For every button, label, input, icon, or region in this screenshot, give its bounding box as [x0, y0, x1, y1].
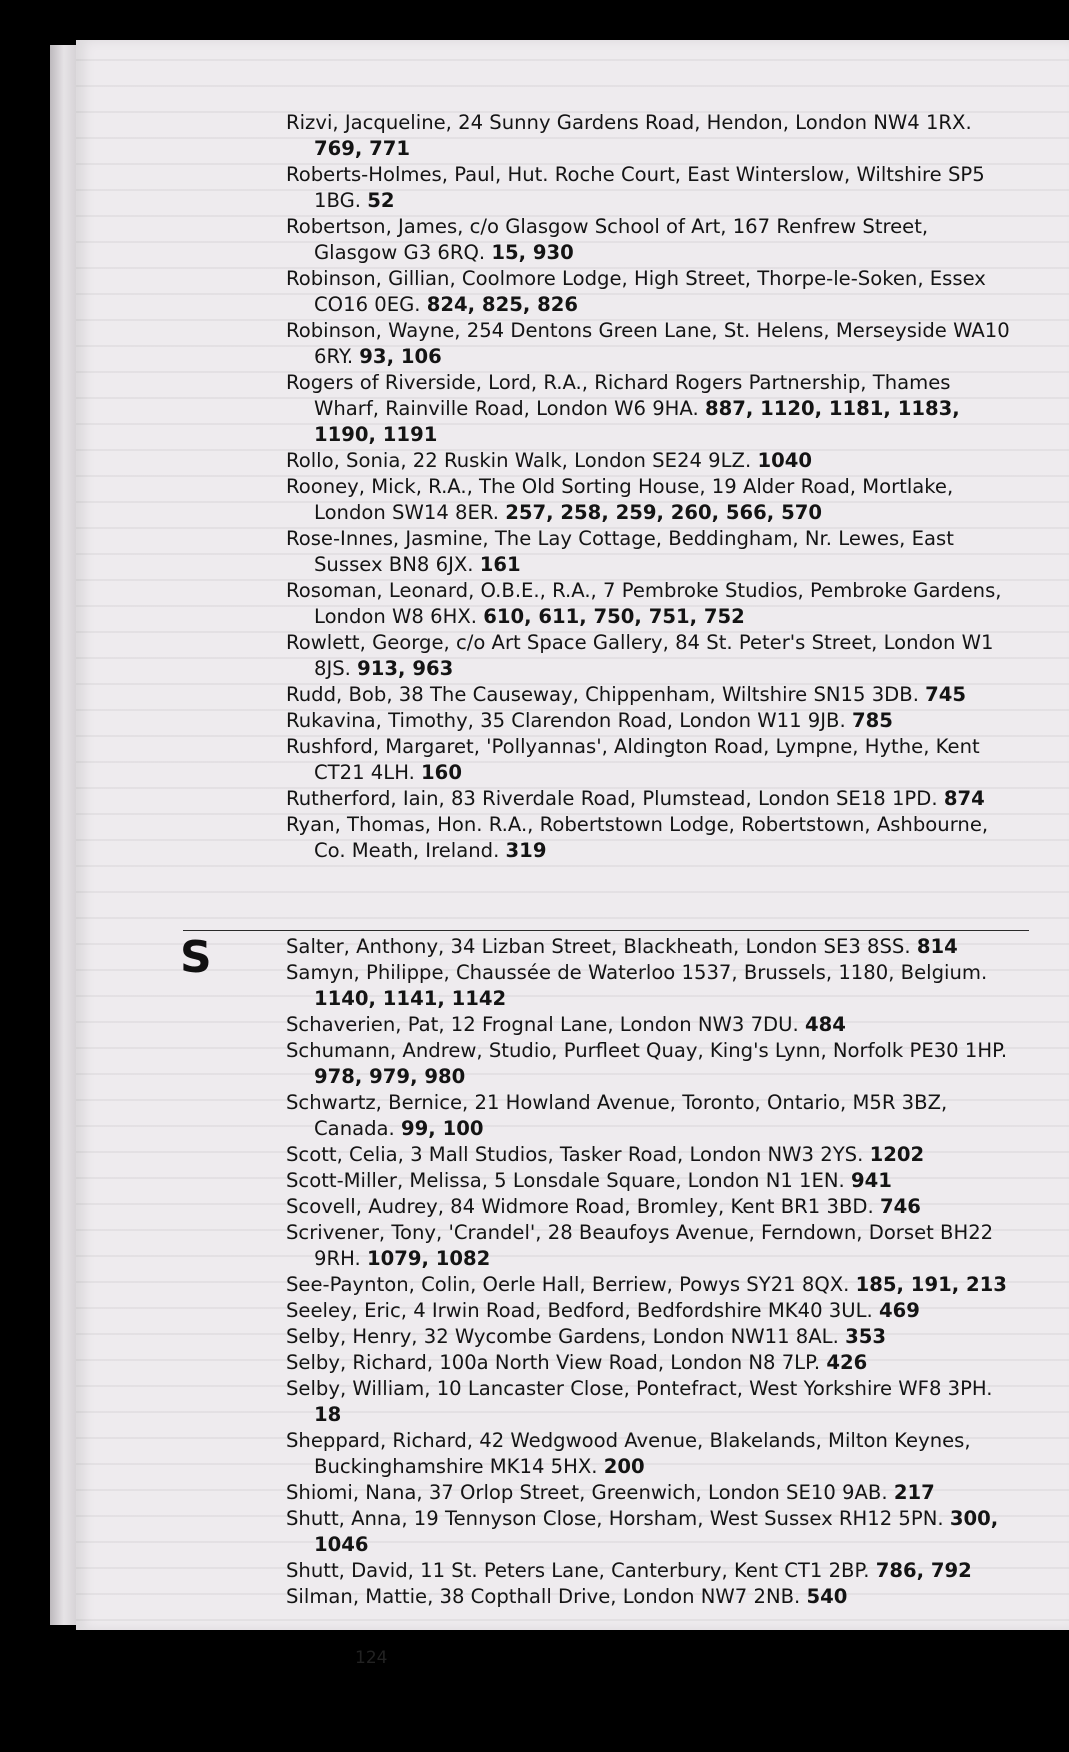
entry-text: Rosoman, Leonard, O.B.E., R.A., 7 Pembroke Studios, Pembroke Gardens, London W8 6HX.: [286, 579, 1002, 628]
entry-catalogue-numbers: 785: [851, 709, 893, 732]
entry-text: Selby, William, 10 Lancaster Close, Pontefract, West Yorkshire WF8 3PH.: [286, 1377, 993, 1400]
index-entry: [286, 1558, 1016, 1584]
entry-catalogue-numbers: 18: [314, 1403, 342, 1426]
entry-text: Shutt, David, 11 St. Peters Lane, Canterbury, Kent CT1 2BP.: [286, 1559, 870, 1582]
entry-text: Scott, Celia, 3 Mall Studios, Tasker Road, London NW3 2YS.: [286, 1143, 864, 1166]
entry-catalogue-numbers: 610, 611, 750, 751, 752: [483, 605, 745, 628]
section-rule: [183, 930, 1029, 931]
entry-catalogue-numbers: 484: [804, 1013, 846, 1036]
entry-catalogue-numbers: 814: [916, 935, 958, 958]
index-entry: [286, 812, 1016, 864]
index-entry: [286, 526, 1016, 578]
entry-text: Rowlett, George, c/o Art Space Gallery, 84 St. Peter's Street, London W1 8JS.: [286, 631, 994, 680]
entry-catalogue-numbers: 319: [505, 839, 547, 862]
index-entry: [286, 1376, 1016, 1428]
entry-text: Rooney, Mick, R.A., The Old Sorting House, 19 Alder Road, Mortlake, London SW14 8ER.: [286, 475, 954, 524]
entry-catalogue-numbers: 52: [367, 189, 395, 212]
entry-text: Rose-Innes, Jasmine, The Lay Cottage, Beddingham, Nr. Lewes, East Sussex BN8 6JX.: [286, 527, 954, 576]
entry-text: Robertson, James, c/o Glasgow School of Art, 167 Renfrew Street, Glasgow G3 6RQ.: [286, 215, 929, 264]
entry-catalogue-numbers: 1140, 1141, 1142: [314, 987, 507, 1010]
entry-text: Shiomi, Nana, 37 Orlop Street, Greenwich, London SE10 9AB.: [286, 1481, 888, 1504]
index-entry: [286, 1090, 1016, 1142]
index-entry: [286, 110, 1016, 162]
entry-catalogue-numbers: 941: [851, 1169, 892, 1192]
index-entry: [286, 578, 1016, 630]
index-entry: [286, 1012, 1016, 1038]
entry-text: See-Paynton, Colin, Oerle Hall, Berriew, Powys SY21 8QX.: [286, 1273, 850, 1296]
entry-catalogue-numbers: 93, 106: [359, 345, 442, 368]
entry-catalogue-numbers: 185, 191, 213: [855, 1273, 1007, 1296]
entry-catalogue-numbers: 217: [893, 1481, 935, 1504]
index-entry: [286, 1272, 1016, 1298]
entry-catalogue-numbers: 353: [845, 1325, 886, 1348]
entry-catalogue-numbers: 769, 771: [314, 137, 411, 160]
entry-text: Samyn, Philippe, Chaussée de Waterloo 1537, Brussels, 1180, Belgium.: [286, 961, 988, 984]
entry-catalogue-numbers: 874: [943, 787, 985, 810]
entry-catalogue-numbers: 300, 1046: [314, 1507, 999, 1556]
index-entry: [286, 960, 1016, 1012]
entry-catalogue-numbers: 426: [826, 1351, 868, 1374]
entry-text: Seeley, Eric, 4 Irwin Road, Bedford, Bedfordshire MK40 3UL.: [286, 1299, 873, 1322]
index-entry: [286, 1220, 1016, 1272]
index-entry: [286, 1350, 1016, 1376]
entry-text: Salter, Anthony, 34 Lizban Street, Blackheath, London SE3 8SS.: [286, 935, 911, 958]
entry-catalogue-numbers: 257, 258, 259, 260, 566, 570: [505, 501, 822, 524]
entry-catalogue-numbers: 99, 100: [401, 1117, 484, 1140]
entry-text: Rollo, Sonia, 22 Ruskin Walk, London SE24 9LZ.: [286, 449, 752, 472]
entry-catalogue-numbers: 745: [925, 683, 967, 706]
entries-s: [286, 934, 1016, 1610]
entry-catalogue-numbers: 746: [879, 1195, 921, 1218]
entry-text: Robinson, Wayne, 254 Dentons Green Lane, St. Helens, Merseyside WA10 6RY.: [286, 319, 1010, 368]
entry-catalogue-numbers: 200: [603, 1455, 645, 1478]
entry-catalogue-numbers: 913, 963: [357, 657, 454, 680]
index-entry: [286, 448, 1016, 474]
page-number: 124: [355, 1648, 388, 1668]
index-entry: [286, 786, 1016, 812]
entry-text: Selby, Henry, 32 Wycombe Gardens, London NW11 8AL.: [286, 1325, 839, 1348]
index-entry: [286, 1298, 1016, 1324]
entry-text: Rudd, Bob, 38 The Causeway, Chippenham, Wiltshire SN15 3DB.: [286, 683, 919, 706]
index-entry: [286, 1142, 1016, 1168]
index-entry: [286, 708, 1016, 734]
entries-r: [286, 110, 1016, 864]
entry-catalogue-numbers: 469: [878, 1299, 920, 1322]
index-entry: [286, 162, 1016, 214]
entry-text: Rogers of Riverside, Lord, R.A., Richard Rogers Partnership, Thames Wharf, Rainville Road, London W6 9HA.: [286, 371, 951, 420]
entry-text: Roberts-Holmes, Paul, Hut. Roche Court, East Winterslow, Wiltshire SP5 1BG.: [286, 163, 985, 212]
entry-catalogue-numbers: 887, 1120, 1181, 1183, 1190, 1191: [314, 397, 960, 446]
entry-catalogue-numbers: 160: [421, 761, 462, 784]
entry-text: Schwartz, Bernice, 21 Howland Avenue, Toronto, Ontario, M5R 3BZ, Canada.: [286, 1091, 948, 1140]
entry-catalogue-numbers: 786, 792: [875, 1559, 972, 1582]
index-entry: [286, 1038, 1016, 1090]
entry-text: Sheppard, Richard, 42 Wedgwood Avenue, Blakelands, Milton Keynes, Buckinghamshire MK14 5HX.: [286, 1429, 971, 1478]
entry-text: Shutt, Anna, 19 Tennyson Close, Horsham, West Sussex RH12 5PN.: [286, 1507, 944, 1530]
index-entry: [286, 682, 1016, 708]
entry-text: Scrivener, Tony, 'Crandel', 28 Beaufoys Avenue, Ferndown, Dorset BH22 9RH.: [286, 1221, 994, 1270]
entry-text: Rukavina, Timothy, 35 Clarendon Road, London W11 9JB.: [286, 709, 846, 732]
entry-text: Ryan, Thomas, Hon. R.A., Robertstown Lodge, Robertstown, Ashbourne, Co. Meath, Ireland.: [286, 813, 989, 862]
index-entry: [286, 266, 1016, 318]
entry-text: Schaverien, Pat, 12 Frognal Lane, London NW3 7DU.: [286, 1013, 799, 1036]
entry-text: Rizvi, Jacqueline, 24 Sunny Gardens Road, Hendon, London NW4 1RX.: [286, 111, 972, 134]
entry-catalogue-numbers: 15, 930: [491, 241, 574, 264]
index-entry: [286, 1428, 1016, 1480]
entry-text: Scott-Miller, Melissa, 5 Lonsdale Square, London N1 1EN.: [286, 1169, 845, 1192]
section-letter: S: [180, 932, 212, 983]
index-entry: [286, 318, 1016, 370]
entry-catalogue-numbers: 1079, 1082: [366, 1247, 491, 1270]
index-entry: [286, 1584, 1016, 1610]
entry-catalogue-numbers: 540: [806, 1585, 848, 1608]
entry-text: Selby, Richard, 100a North View Road, London N8 7LP.: [286, 1351, 821, 1374]
entry-catalogue-numbers: 978, 979, 980: [314, 1065, 466, 1088]
entry-text: Scovell, Audrey, 84 Widmore Road, Bromley, Kent BR1 3BD.: [286, 1195, 874, 1218]
entry-text: Schumann, Andrew, Studio, Purfleet Quay, King's Lynn, Norfolk PE30 1HP.: [286, 1039, 1008, 1062]
entry-catalogue-numbers: 824, 825, 826: [426, 293, 578, 316]
entry-catalogue-numbers: 161: [479, 553, 521, 576]
index-entry: [286, 1194, 1016, 1220]
index-entry: [286, 1506, 1016, 1558]
entry-catalogue-numbers: 1040: [757, 449, 812, 472]
index-entry: [286, 214, 1016, 266]
entry-catalogue-numbers: 1202: [869, 1143, 925, 1166]
index-entry: [286, 1480, 1016, 1506]
index-entry: [286, 370, 1016, 448]
index-entry: [286, 734, 1016, 786]
index-entry: [286, 1168, 1016, 1194]
index-entry: [286, 630, 1016, 682]
entry-text: Rutherford, Iain, 83 Riverdale Road, Plumstead, London SE18 1PD.: [286, 787, 938, 810]
index-entry: [286, 1324, 1016, 1350]
index-entry: [286, 474, 1016, 526]
entry-text: Silman, Mattie, 38 Copthall Drive, London NW7 2NB.: [286, 1585, 801, 1608]
index-entry: [286, 934, 1016, 960]
entry-text: Rushford, Margaret, 'Pollyannas', Aldington Road, Lympne, Hythe, Kent CT21 4LH.: [286, 735, 980, 784]
entry-text: Robinson, Gillian, Coolmore Lodge, High Street, Thorpe-le-Soken, Essex CO16 0EG.: [286, 267, 986, 316]
